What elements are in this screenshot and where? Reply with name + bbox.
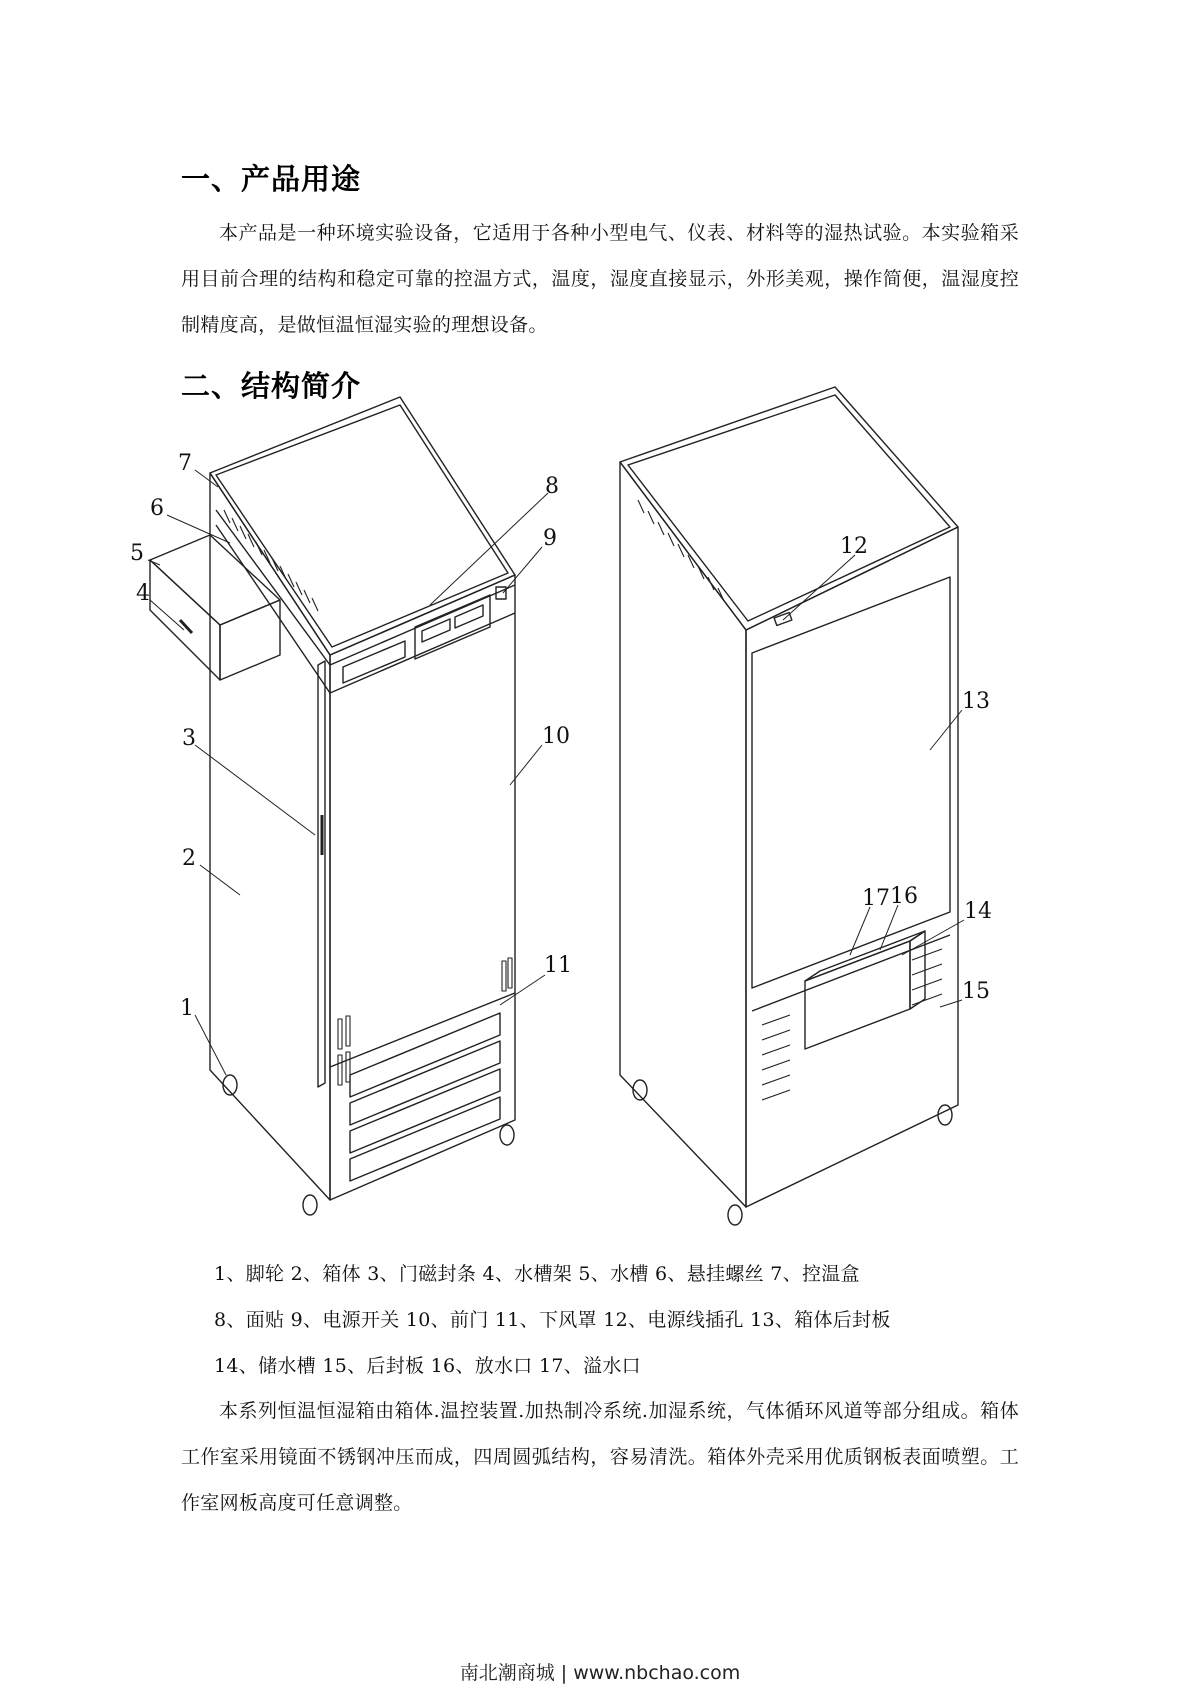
- callout-5: 5: [130, 541, 144, 566]
- front-cabinet-drawing: [150, 397, 515, 1215]
- callout-15: 15: [962, 979, 990, 1004]
- legend-line-1: 1、脚轮 2、箱体 3、门磁封条 4、水槽架 5、水槽 6、悬挂螺丝 7、控温盒: [214, 1263, 860, 1285]
- callout-10: 10: [542, 724, 570, 749]
- back-cabinet-drawing: [620, 387, 958, 1225]
- callout-17: 17: [862, 886, 890, 911]
- callout-leaders: [148, 470, 964, 1075]
- callout-3: 3: [182, 726, 196, 751]
- legend-line-3: 14、储水槽 15、后封板 16、放水口 17、溢水口: [214, 1355, 641, 1377]
- callout-2: 2: [182, 846, 196, 871]
- callout-9: 9: [543, 526, 557, 551]
- footer-watermark: 南北潮商城 | www.nbchao.com: [459, 1662, 741, 1684]
- section-heading-structure: 二、结构简介: [181, 369, 362, 403]
- callout-1: 1: [180, 996, 194, 1021]
- callout-11: 11: [544, 953, 572, 978]
- usage-paragraph: 本产品是一种环境实验设备，它适用于各种小型电气、仪表、材料等的湿热试验。本实验箱采用目前合理的结构和稳定可靠的控温方式，温度，湿度直接显示，外形美观，操作简便，温湿度控制精度高，是做恒温恒湿实验的理想设备。: [181, 222, 1019, 336]
- callout-12: 12: [840, 534, 868, 559]
- callout-16: 16: [890, 884, 918, 909]
- callout-7: 7: [178, 451, 192, 476]
- section-heading-usage: 一、产品用途: [181, 162, 362, 196]
- structure-diagram: [130, 415, 1050, 1215]
- structure-paragraph: 本系列恒温恒湿箱由箱体.温控装置.加热制冷系统.加湿系统，气体循环风道等部分组成。箱体工作室采用镜面不锈钢冲压而成，四周圆弧结构，容易清洗。箱体外壳采用优质钢板表面喷塑。工作室网板高度可任意调整。: [181, 1400, 1019, 1514]
- callout-4: 4: [136, 581, 150, 606]
- callout-6: 6: [150, 496, 164, 521]
- legend-line-2: 8、面贴 9、电源开关 10、前门 11、下风罩 12、电源线插孔 13、箱体后封板: [214, 1309, 891, 1331]
- callout-14: 14: [964, 899, 992, 924]
- callout-13: 13: [962, 689, 990, 714]
- callout-8: 8: [545, 474, 559, 499]
